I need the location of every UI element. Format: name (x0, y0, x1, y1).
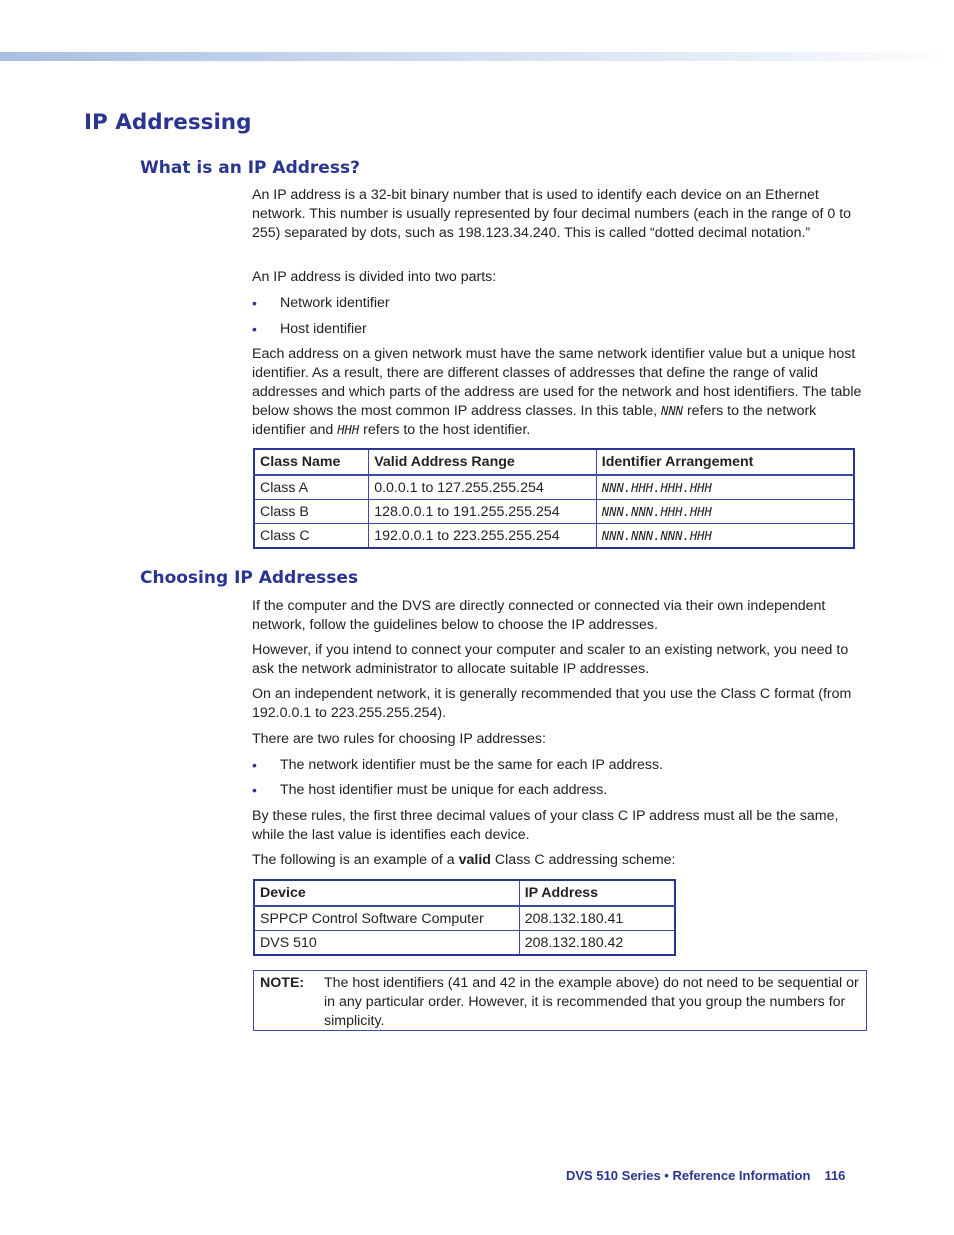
paragraph-ip-parts: An IP address is divided into two parts: (252, 269, 497, 285)
paragraph-two-rules: There are two rules for choosing IP addresses: (252, 731, 546, 747)
hhh-term: HHH (337, 423, 360, 437)
note-text: The host identifiers (41 and 42 in the example above) do not need to be sequential or in any particular order. However, it is recommended that you group the numbers for simplicity. (324, 975, 859, 1029)
table-cell: 0.0.0.1 to 127.255.255.254 (369, 475, 597, 500)
note-label: NOTE: (260, 975, 305, 991)
table-cell: NNN.NNN.NNN.HHH (596, 524, 854, 549)
table-cell: Class B (254, 500, 369, 524)
footer-title: DVS 510 Series • Reference Information (566, 1168, 811, 1183)
paragraph-independent-network: If the computer and the DVS are directly connected or connected via their own independent network, follow the guidelines below to choose the IP addresses. (252, 598, 826, 633)
section-heading-choosing-ip: Choosing IP Addresses (140, 568, 359, 588)
valid-emphasis: valid (458, 852, 491, 868)
paragraph-example-intro: The following is an example of a valid Class C addressing scheme: (252, 852, 676, 868)
paragraph-rules-explanation: By these rules, the first three decimal values of your class C IP address must all be the same, while the last value is identifies each device. (252, 808, 839, 843)
page-number: 116 (824, 1168, 846, 1183)
header-accent-bar (0, 52, 954, 61)
table-header-cell: IP Address (519, 880, 675, 906)
paragraph-address-classes: Each address on a given network must have the same network identifier value but a unique host identifier. As a result, there are different classes of addresses that define the range of valid addresses and which parts of the address are used for the network and host identifiers. The table below shows the most common IP address classes. In this table, NNN refers to the network identifier and HHH refers to the host identifier. (252, 346, 862, 438)
bullet-icon: • (252, 782, 257, 798)
table-cell: NNN.HHH.HHH.HHH (596, 475, 854, 500)
table-cell: Class A (254, 475, 369, 500)
table-header-cell: Device (254, 880, 519, 906)
note-box (253, 970, 867, 1031)
paragraph-class-c-recommendation: On an independent network, it is generally recommended that you use the Class C format (from 192.0.0.1 to 223.255.255.254). (252, 686, 852, 721)
table-cell: 192.0.0.1 to 223.255.255.254 (369, 524, 597, 549)
table-header-cell: Valid Address Range (369, 449, 597, 475)
table-row (254, 906, 675, 931)
table-cell: 208.132.180.41 (519, 906, 675, 931)
table-header-cell: Class Name (254, 449, 369, 475)
ip-class-table (253, 448, 855, 549)
paragraph-existing-network: However, if you intend to connect your computer and scaler to an existing network, you need to ask the network administrator to allocate suitable IP addresses. (252, 642, 849, 677)
device-address-table (253, 879, 676, 956)
table-row (254, 500, 854, 524)
bullet-icon: • (252, 295, 257, 311)
bullet-icon: • (252, 321, 257, 337)
table-header-cell: Identifier Arrangement (596, 449, 854, 475)
page-title: IP Addressing (84, 110, 252, 135)
paragraph-ip-definition: An IP address is a 32-bit binary number that is used to identify each device on an Ethernet network. This number is usually represented by four decimal numbers (each in the range of 0 to 255) separated by dots, such as 198.123.34.240. This is called “dotted decimal notation.” (252, 187, 852, 241)
table-cell: Class C (254, 524, 369, 549)
table-cell: DVS 510 (254, 931, 519, 956)
table-header-row (254, 880, 675, 906)
table-cell: 128.0.0.1 to 191.255.255.254 (369, 500, 597, 524)
table-row (254, 475, 854, 500)
nnn-term: NNN (661, 404, 684, 418)
bullet-icon: • (252, 757, 257, 773)
table-cell: NNN.NNN.HHH.HHH (596, 500, 854, 524)
page-footer (566, 1168, 845, 1183)
table-row (254, 931, 675, 956)
table-cell: 208.132.180.42 (519, 931, 675, 956)
table-header-row (254, 449, 854, 475)
section-heading-what-is-ip: What is an IP Address? (140, 158, 360, 178)
table-cell: SPPCP Control Software Computer (254, 906, 519, 931)
table-row (254, 524, 854, 549)
